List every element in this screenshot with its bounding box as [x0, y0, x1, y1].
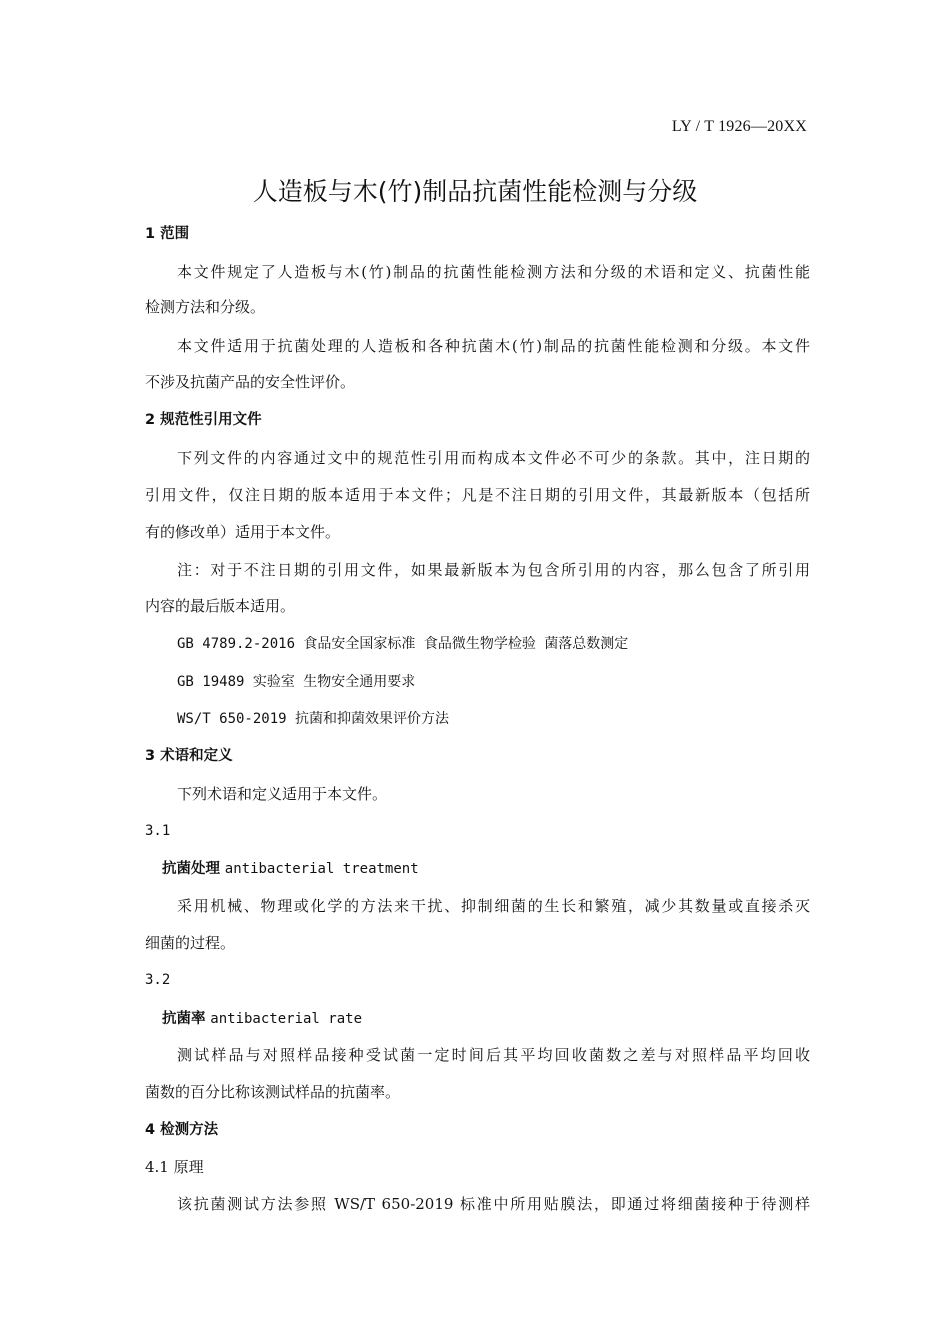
term-3-2-english: antibacterial rate [210, 1011, 362, 1027]
term-3-1-title [162, 858, 827, 879]
term-3-1-english: antibacterial treatment [224, 861, 419, 877]
section-1-paragraph-1-line-2: 检测方法和分级。 [145, 298, 266, 316]
section-2-heading: 2 规范性引用文件 [145, 412, 262, 428]
section-1-paragraph-2-line-2: 不涉及抗菌产品的安全性评价。 [145, 373, 356, 391]
reference-ws-t-650: WS/T 650-2019 抗菌和抑菌效果评价方法 [177, 711, 450, 727]
term-3-1-chinese: 抗菌处理 [162, 861, 220, 877]
term-3-2-definition-line-1: 测试样品与对照样品接种受试菌一定时间后其平均回收菌数之差与对照样品平均回收 [177, 1046, 810, 1064]
section-3-intro: 下列术语和定义适用于本文件。 [177, 785, 388, 803]
term-3-2-chinese: 抗菌率 [162, 1011, 206, 1027]
section-2-note-line-2: 内容的最后版本适用。 [145, 597, 296, 615]
section-4-1-paragraph-line-1: 该抗菌测试方法参照 WS/T 650-2019 标准中所用贴膜法，即通过将细菌接种于待测样 [177, 1195, 810, 1213]
section-2-note-line-1: 注：对于不注日期的引用文件，如果最新版本为包含所引用的内容，那么包含了所引用 [177, 561, 810, 579]
reference-gb-19489: GB 19489 实验室 生物安全通用要求 [177, 674, 416, 690]
term-3-2-title [162, 1008, 827, 1029]
section-2-paragraph-line-3: 有的修改单）适用于本文件。 [145, 523, 341, 541]
term-3-2-definition-line-2: 菌数的百分比称该测试样品的抗菌率。 [145, 1083, 401, 1101]
section-4-1-heading: 4.1 原理 [145, 1158, 204, 1176]
section-1-paragraph-2-line-1: 本文件适用于抗菌处理的人造板和各种抗菌木(竹)制品的抗菌性能检测和分级。本文件 [177, 337, 810, 355]
term-3-2-number: 3.2 [145, 972, 171, 988]
reference-gb-4789: GB 4789.2-2016 食品安全国家标准 食品微生物学检验 菌落总数测定 [177, 636, 629, 652]
section-1-paragraph-1-line-1: 本文件规定了人造板与木(竹)制品的抗菌性能检测方法和分级的术语和定义、抗菌性能 [177, 263, 810, 281]
section-2-paragraph-line-2: 引用文件，仅注日期的版本适用于本文件；凡是不注日期的引用文件，其最新版本（包括所 [145, 486, 810, 504]
term-3-1-definition-line-2: 细菌的过程。 [145, 934, 236, 952]
term-3-1-number: 3.1 [145, 823, 171, 839]
term-3-1-definition-line-1: 采用机械、物理或化学的方法来干扰、抑制细菌的生长和繁殖，减少其数量或直接杀灭 [177, 897, 810, 915]
standard-code: LY / T 1926—20XX [671, 118, 807, 135]
section-1-heading: 1 范围 [145, 226, 190, 242]
section-2-paragraph-line-1: 下列文件的内容通过文中的规范性引用而构成本文件必不可少的条款。其中，注日期的 [177, 449, 810, 467]
section-3-heading: 3 术语和定义 [145, 748, 233, 764]
section-4-heading: 4 检测方法 [145, 1122, 219, 1138]
document-title: 人造板与木(竹)制品抗菌性能检测与分级 [252, 177, 698, 206]
